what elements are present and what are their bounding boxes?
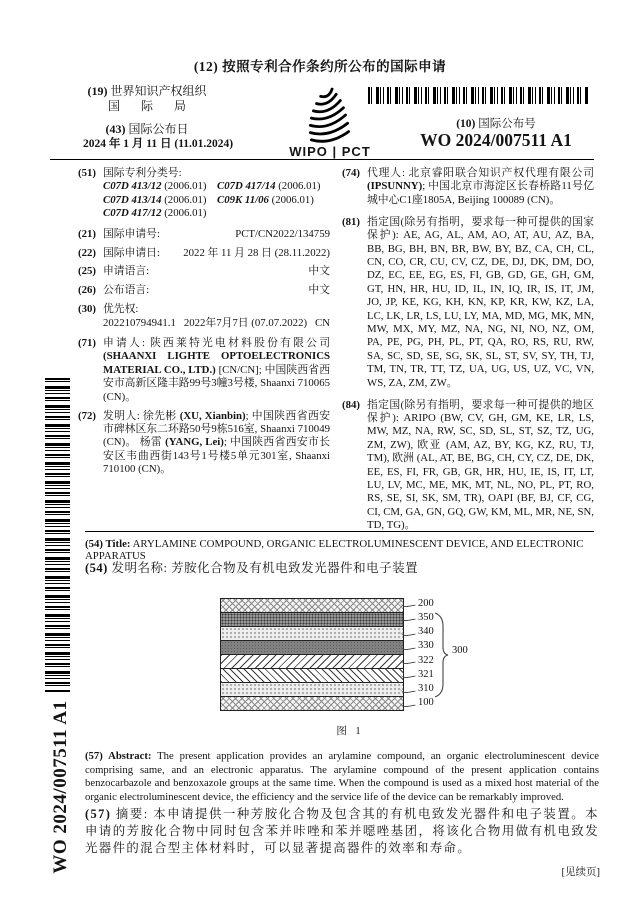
figure-layer-label-row: 350 [400, 610, 444, 624]
figure-caption: 图 1 [336, 726, 364, 737]
ipc-code: C07D 413/14 (2006.01) [103, 193, 207, 206]
abstract-zh: (57) 摘要: 本申请提供一种芳胺化合物及包含其的有机电致发光器件和电子装置。本申请的芳胺化合物中同时包含苯并咔唑和苯并噁唑基团，将该化合物用做有机电致发光器件的混合型主体材料时，可以显著提高器件的效率和寿命。 [85, 807, 599, 855]
designated-regional-text: 指定国(除另有指明，要求每一种可提供的地区保护): ARIPO (BW, CV, GH, GM, KE, LR, LS, MW, MZ, NA, RW, SC, SD, SL, ST, SZ, TZ, UG, ZM, ZW), 欧亚 (AM, AZ, BY, KG, KZ, RU, TJ, TM), 欧洲 (AL, AT, BE, BG, CH, CY, CZ, DE, DK, EE, ES, FI, FR, GB, GR, HR, HU, IE, IS, IT, LT, LU, LV, MC, ME, MK, MT, NL, NO, PL, PT, RO, RS, SE, SI, SK, SM, TR), OAPI (BF, BJ, CF, CG, CI, CM, GA, GN, GQ, GW, KM, ML, MR, NE, SN, TD, TG)。 [367, 398, 594, 532]
barcode-top-icon [368, 87, 588, 104]
title-zh: (54) 发明名称: 芳胺化合物及有机电致发光器件和电子装置 [85, 561, 419, 575]
figure-layer [221, 696, 403, 710]
agent-section: (74) 代理人: 北京睿阳联合知识产权代理有限公司 (IPSUNNY); 中国北京市海淀区长春桥路11号亿城中心C1座1805A, Beijing 100089 (CN)。 [342, 167, 594, 206]
ipc-code: C09K 11/06 (2006.01) [217, 193, 314, 206]
inventor-section: (72) 发明人: 徐先彬 (XU, Xianbin); 中国陕西省西安市碑林区东二环路50号9栋516室, Shaanxi 710049 (CN)。 杨雷 (YANG, Lei); 中国陕西省西安市长安区韦曲西街143号1号楼5单元301室, Shaanxi 710100 (CN)。 [78, 409, 330, 476]
org-line: (19) 世界知识产权组织 [87, 84, 207, 98]
figure-group-label: 300 [452, 645, 468, 656]
figure-layer-label-row: 310 [400, 682, 444, 696]
agent-text: 代理人: 北京睿阳联合知识产权代理有限公司 (IPSUNNY); 中国北京市海淀区长春桥路11号亿城中心C1座1805A, Beijing 100089 (CN)。 [367, 167, 594, 206]
biblio-left-column [78, 167, 330, 477]
figure-layer [221, 640, 403, 654]
barcode-left-icon [45, 378, 70, 692]
wipo-logo-icon [306, 86, 354, 144]
leader-line-icon [399, 598, 415, 608]
leader-line-icon [399, 698, 415, 708]
figure-layer-label-row: 321 [400, 667, 444, 681]
leader-line-icon [399, 655, 415, 665]
app-date-row: (22) 国际申请日: 2022 年 11 月 28 日 (28.11.2022) [78, 246, 330, 259]
figure-layer-stack [220, 598, 404, 711]
priority-data: 202210794941.1 2022年7月7日 (07.07.2022) CN [103, 316, 330, 329]
app-number-row: (21) 国际申请号: PCT/CN2022/134759 [78, 227, 330, 240]
publication-date: 2024 年 1 月 11 日 (11.01.2024) [83, 138, 234, 150]
figure-layer-label-row: 340 [400, 625, 444, 639]
divider-top [50, 159, 594, 160]
designated-states-regional: (84) 指定国(除另有指明，要求每一种可提供的地区保护): ARIPO (BW, CV, GH, GM, KE, LR, LS, MW, MZ, NA, RW, SC, SD, SL, ST, SZ, TZ, UG, ZM, ZW), 欧亚 (AM, AZ, BY, KG, KZ, RU, TJ, TM), 欧洲 (AL, AT, BE, BG, CH, CY, CZ, DE, DK, EE, ES, FI, FR, GB, GR, HR, HU, IE, IS, IT, LT, LU, LV, MC, ME, MK, MT, NL, NO, PL, PT, RO, RS, SE, SI, SK, SM, TR), OAPI (BF, BJ, CF, CG, CI, CM, GA, GN, GQ, GW, KM, ML, MR, NE, SN, TD, TG)。 [342, 398, 594, 532]
leader-line-icon [399, 626, 415, 636]
figure-layer-label-row: 100 [400, 696, 444, 710]
abstract-en: (57) Abstract: The present application provides an arylamine compound, an organic electroluminescent device comprising same, and an electronic apparatus. The arylamine compound of the present application contains benzocarbazole and benzoxazole groups at the same time. When the compound is used as a mixed host material of the organic electroluminescent device, the efficiency and the service life of the device can be remarkably improved. [85, 750, 600, 803]
figure-layer [221, 682, 403, 696]
designated-national-text: 指定国(除另有指明，要求每一种可提供的国家保护): AE, AG, AL, AM, AO, AT, AU, AZ, BA, BB, BG, BH, BN, BR, BW, BY, BZ, CA, CH, CL, CN, CO, CR, CU, CV, CZ, DE, DJ, DK, DM, DO, DZ, EC, EE, EG, ES, FI, GB, GD, GE, GH, GM, GT, HN, HR, HU, ID, IL, IN, IQ, IR, IS, IT, JM, JO, JP, KE, KG, KH, KN, KP, KR, KW, KZ, LA, LC, LK, LR, LS, LU, LY, MA, MD, MG, MK, MN, MW, MX, MY, MZ, NA, NG, NI, NO, NZ, OM, PA, PE, PG, PH, PL, PT, QA, RO, RS, RU, RW, SA, SC, SD, SE, SG, SK, SL, ST, SV, SY, TH, TJ, TM, TN, TR, TT, TZ, UA, UG, US, UZ, VC, VN, WS, ZA, ZM, ZW。 [367, 215, 594, 389]
publication-number: WO 2024/007511 A1 [420, 130, 572, 150]
leader-line-icon [399, 641, 415, 651]
pct-publication-line: (12) 按照专利合作条约所公布的国际申请 [193, 59, 447, 74]
org-bureau-line: 国 际 局 [107, 99, 195, 113]
biblio-right-column [342, 167, 594, 533]
continuation-note: [见续页] [561, 867, 600, 878]
figure-layer-label-row: 322 [400, 653, 444, 667]
wipo-pct-wordmark: WIPO | PCT [289, 144, 371, 159]
designated-states-national: (81) 指定国(除另有指明，要求每一种可提供的国家保护): AE, AG, AL, AM, AO, AT, AU, AZ, BA, BB, BG, BH, BN, BR, BW, BY, BZ, CA, CH, CL, CN, CO, CR, CU, CV, CZ, DE, DJ, DK, DM, DO, DZ, EC, EE, EG, ES, FI, GB, GD, GE, GH, GM, GT, HN, HR, HU, ID, IL, IN, IQ, IR, IS, IT, JM, JO, JP, KE, KG, KH, KN, KP, KR, KW, KZ, LA, LC, LK, LR, LS, LU, LY, MA, MD, MG, MK, MN, MW, MX, MY, MZ, NA, NG, NI, NO, NZ, OM, PA, PE, PG, PH, PL, PT, QA, RO, RS, RU, RW, SA, SC, SD, SE, SG, SK, SL, ST, SV, SY, TH, TJ, TM, TN, TR, TT, TZ, UA, UG, US, UZ, VC, VN, WS, ZA, ZM, ZW。 [342, 215, 594, 389]
ipc-label: 国际专利分类号: [103, 167, 182, 179]
sidebar-publication-number: WO 2024/007511 A1 [50, 700, 71, 874]
title-en: (54) Title: ARYLAMINE COMPOUND, ORGANIC ELECTROLUMINESCENT DEVICE, AND ELECTRONIC APPARATUS [85, 538, 584, 562]
priority-label: 优先权: [103, 303, 139, 316]
figure-layer [221, 612, 403, 626]
figure-layer [221, 654, 403, 668]
figure-layer [221, 626, 403, 640]
ipc-code: C07D 413/12 (2006.01) [103, 180, 207, 193]
publication-language-row: (26) 公布语言: 中文 [78, 284, 330, 297]
ipc-code: C07D 417/12 (2006.01) [103, 207, 207, 220]
leader-line-icon [399, 612, 415, 622]
filing-language-row: (25) 申请语言: 中文 [78, 265, 330, 278]
leader-line-icon [399, 669, 415, 679]
leader-line-icon [399, 683, 415, 693]
ipc-code-grid [103, 180, 330, 220]
pubdate-label: (43) 国际公布日 [105, 122, 189, 136]
figure-group-brace-icon [433, 611, 451, 699]
figure-layer-label-row: 330 [400, 639, 444, 653]
wipo-org-block [83, 84, 234, 152]
ipc-section: (51) 国际专利分类号: C07D 413/12 (2006.01) C07D 417/14 (2006.01) C07D 413/14 (2006.01) C09K 11/06 (2006.01) C07D 417/12 (2006.01) [78, 167, 330, 221]
applicant-text: 申请人: 陕西莱特光电材料股份有限公司 (SHAANXI LIGHTE OPTOELECTRONICS MATERIAL CO., LTD.) [CN/CN]; 中国陕西省西安市高新区隆丰路99号3幢3号楼, Shaanxi 710065 (CN)。 [103, 337, 330, 403]
ipc-code: C07D 417/14 (2006.01) [217, 180, 321, 193]
pub-number-label: (10) 国际公布号 [456, 118, 536, 130]
figure-layer-label-row: 200 [400, 596, 444, 610]
divider-middle [85, 531, 594, 532]
priority-section: (30) 优先权: 202210794941.1 2022年7月7日 (07.07.2022) CN [78, 303, 330, 329]
inventor-text: 发明人: 徐先彬 (XU, Xianbin); 中国陕西省西安市碑林区东二环路50号9栋516室, Shaanxi 710049 (CN)。 杨雷 (YANG, Lei); 中国陕西省西安市长安区韦曲西街143号1号楼5单元301室, Shaanxi 710100 (CN)。 [103, 409, 330, 476]
figure-layer [221, 668, 403, 682]
figure-layer [221, 599, 403, 612]
applicant-section: (71) 申请人: 陕西莱特光电材料股份有限公司 (SHAANXI LIGHTE OPTOELECTRONICS MATERIAL CO., LTD.) [CN/CN]; 中国陕西省西安市高新区隆丰路99号3幢3号楼, Shaanxi 710065 (CN)。 [78, 337, 330, 403]
